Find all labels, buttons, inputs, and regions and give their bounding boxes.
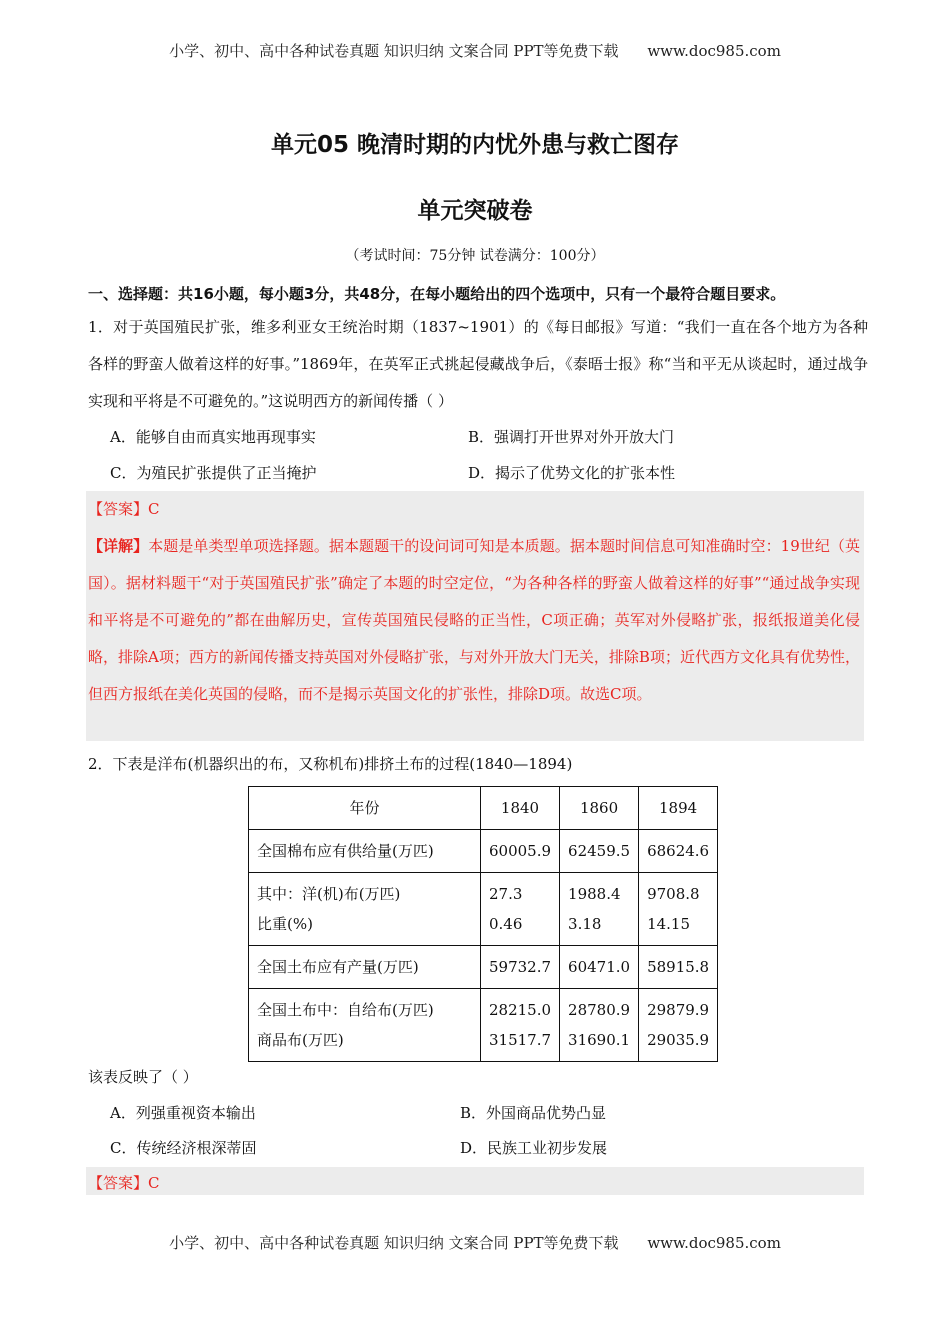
table-cell-label: [249, 989, 481, 1062]
row-label: 全国土布应有产量(万匹): [257, 958, 419, 976]
q2-answer-label: 【答案】: [88, 1174, 149, 1192]
q1-option-a: A．能够自由而真实地再现事实: [110, 428, 316, 446]
table-cell: [560, 946, 639, 989]
q1-option-d: D．揭示了优势文化的扩张本性: [468, 464, 676, 482]
row-label: 全国土布中：自给布(万匹): [257, 1001, 434, 1019]
table-cell: [639, 946, 718, 989]
cell-value: 28215.0: [489, 1001, 552, 1019]
q2-option-d: D．民族工业初步发展: [460, 1139, 608, 1157]
question-2-stem: 2．下表是洋布(机器织出的布，又称机布)排挤土布的过程(1840—1894): [88, 755, 573, 773]
footer-text: 小学、初中、高中各种试卷真题 知识归纳 文案合同 PPT等免费下载: [169, 1234, 619, 1252]
cell-value: 14.15: [647, 915, 691, 933]
q2-table: [248, 786, 718, 1062]
cell-value: 0.46: [489, 915, 523, 933]
table-cell: [639, 989, 718, 1062]
table-header-cell: 1894: [639, 787, 718, 830]
row-label: 商品布(万匹): [257, 1031, 344, 1049]
cell-value: 68624.6: [647, 842, 710, 860]
cell-value: 1988.4: [568, 885, 621, 903]
table-cell-label: [249, 946, 481, 989]
q2-option-b: B．外国商品优势凸显: [460, 1104, 607, 1122]
table-header-cell: 1840: [481, 787, 560, 830]
q2-answer-value: C: [148, 1174, 160, 1192]
table-cell-label: [249, 830, 481, 873]
cell-value: 28780.9: [568, 1001, 631, 1019]
table-row: [249, 873, 718, 946]
cell-value: 31690.1: [568, 1031, 631, 1049]
cell-value: 60005.9: [489, 842, 552, 860]
table-row: [249, 946, 718, 989]
cell-value: 60471.0: [568, 958, 631, 976]
page-header: [0, 40, 950, 61]
cell-value: 9708.8: [647, 885, 700, 903]
page-footer: [0, 1232, 950, 1253]
table-row: [249, 989, 718, 1062]
table-cell: [481, 830, 560, 873]
q1-detail-text: 本题是单类型单项选择题。据本题题干的设问词可知是本质题。据本题时间信息可知准确时空：19世纪（英国）。据材料题干“对于英国殖民扩张”确定了本题的时空定位，“为各种各样的野蛮人做着这样的好事”“通过战争实现和平将是不可避免的”都在曲解历史，宣传英国殖民侵略的正当性，C项正确；英军对外侵略扩张，报纸报道美化侵略，排除A项；西方的新闻传播支持英国对外侵略扩张，与对外开放大门无关，排除B项；近代西方文化具有优势性，但西方报纸在美化英国的侵略，而不是揭示英国文化的扩张性，排除D项。故选C项。: [88, 537, 860, 703]
cell-value: 62459.5: [568, 842, 631, 860]
table-cell: [560, 989, 639, 1062]
table-header-row: [249, 787, 718, 830]
q1-detail: [88, 528, 860, 713]
table-cell: [481, 989, 560, 1062]
table-cell-label: [249, 873, 481, 946]
cell-value: 27.3: [489, 885, 523, 903]
table-cell: [639, 873, 718, 946]
footer-site[interactable]: www.doc985.com: [647, 1234, 781, 1252]
exam-info: （考试时间：75分钟 试卷满分：100分）: [345, 248, 605, 264]
page-title: 单元05 晚清时期的内忧外患与救亡图存: [270, 132, 679, 158]
q2-answer-box: [86, 1167, 864, 1195]
q1-option-c: C．为殖民扩张提供了正当掩护: [110, 464, 317, 482]
header-site[interactable]: www.doc985.com: [647, 42, 781, 60]
q1-answer-label: 【答案】: [88, 500, 149, 518]
page-subtitle: 单元突破卷: [417, 198, 533, 224]
q2-table-wrap: [248, 786, 718, 1062]
table-header-cell: 年份: [249, 787, 481, 830]
row-label: 其中：洋(机)布(万匹): [257, 885, 401, 903]
q1-detail-label: 【详解】: [88, 537, 149, 555]
cell-value: 29035.9: [647, 1031, 710, 1049]
cell-value: 59732.7: [489, 958, 552, 976]
q2-option-a: A．列强重视资本输出: [110, 1104, 256, 1122]
table-row: [249, 830, 718, 873]
q2-answer: [88, 1172, 160, 1193]
q1-answer-value: C: [148, 500, 160, 518]
header-text: 小学、初中、高中各种试卷真题 知识归纳 文案合同 PPT等免费下载: [169, 42, 619, 60]
row-label: 全国棉布应有供给量(万匹): [257, 842, 434, 860]
cell-value: 58915.8: [647, 958, 710, 976]
q1-option-b: B．强调打开世界对外开放大门: [468, 428, 675, 446]
section-heading: 一、选择题：共16小题，每小题3分，共48分，在每小题给出的四个选项中，只有一个最符合题目要求。: [88, 285, 786, 303]
cell-value: 31517.7: [489, 1031, 552, 1049]
cell-value: 3.18: [568, 915, 602, 933]
table-cell: [560, 873, 639, 946]
cell-value: 29879.9: [647, 1001, 710, 1019]
table-cell: [560, 830, 639, 873]
q2-prompt: 该表反映了（ ）: [88, 1068, 198, 1086]
table-cell: [481, 873, 560, 946]
table-cell: [481, 946, 560, 989]
table-header-cell: 1860: [560, 787, 639, 830]
q2-option-c: C．传统经济根深蒂固: [110, 1139, 257, 1157]
question-1-stem: 1．对于英国殖民扩张，维多利亚女王统治时期（1837~1901）的《每日邮报》写道：“我们一直在各个地方为各种各样的野蛮人做着这样的好事。”1869年，在英军正式挑起侵藏战争后，《泰晤士报》称“当和平无从谈起时，通过战争实现和平将是不可避免的。”这说明西方的新闻传播（ ）: [88, 318, 868, 410]
q1-answer: [88, 491, 860, 528]
table-cell: [639, 830, 718, 873]
row-label: 比重(%): [257, 915, 313, 933]
